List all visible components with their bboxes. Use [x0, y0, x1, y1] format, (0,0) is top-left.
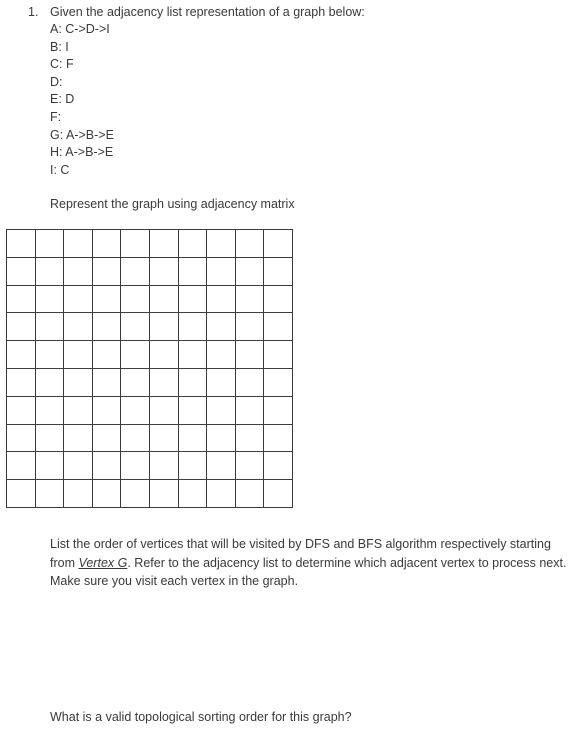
matrix-cell: [7, 341, 36, 369]
matrix-cell: [264, 424, 293, 452]
matrix-cell: [207, 257, 236, 285]
matrix-cell: [264, 341, 293, 369]
matrix-cell: [264, 230, 293, 258]
matrix-cell: [207, 285, 236, 313]
matrix-cell: [64, 396, 93, 424]
matrix-cell: [149, 396, 178, 424]
matrix-cell: [7, 285, 36, 313]
matrix-cell: [178, 313, 207, 341]
matrix-cell: [35, 341, 64, 369]
matrix-cell: [92, 230, 121, 258]
matrix-cell: [92, 480, 121, 508]
matrix-cell: [235, 230, 264, 258]
matrix-cell: [178, 341, 207, 369]
matrix-cell: [35, 480, 64, 508]
matrix-cell: [149, 257, 178, 285]
matrix-cell: [64, 285, 93, 313]
adjacency-list-entry: G: A->B->E: [50, 127, 114, 142]
adjacency-list-entry: H: A->B->E: [50, 145, 114, 160]
matrix-cell: [92, 313, 121, 341]
matrix-cell: [121, 230, 150, 258]
matrix-cell: [7, 480, 36, 508]
matrix-cell: [207, 230, 236, 258]
matrix-cell: [178, 285, 207, 313]
matrix-cell: [35, 313, 64, 341]
traversal-text-end: . Refer to the adjacency list to determine which adjacent vertex to process next. Make sure you visit each vertex in the graph.: [50, 555, 567, 588]
adjacency-list: [50, 21, 114, 179]
start-vertex-reference: Vertex G: [78, 555, 128, 570]
matrix-cell: [207, 368, 236, 396]
matrix-cell: [121, 452, 150, 480]
matrix-cell: [149, 480, 178, 508]
matrix-cell: [35, 424, 64, 452]
question-prompt: Given the adjacency list representation of a graph below:: [50, 5, 365, 19]
matrix-cell: [178, 480, 207, 508]
matrix-cell: [207, 424, 236, 452]
matrix-cell: [64, 341, 93, 369]
matrix-cell: [178, 396, 207, 424]
matrix-cell: [35, 285, 64, 313]
matrix-cell: [235, 257, 264, 285]
matrix-cell: [178, 257, 207, 285]
matrix-cell: [7, 257, 36, 285]
matrix-cell: [92, 396, 121, 424]
matrix-cell: [7, 396, 36, 424]
matrix-cell: [207, 452, 236, 480]
matrix-cell: [235, 313, 264, 341]
matrix-cell: [35, 230, 64, 258]
matrix-cell: [207, 396, 236, 424]
traversal-text-start: List the order of vertices that will be visited by DFS and BFS algorithm respectively starting from: [50, 537, 551, 570]
matrix-cell: [207, 341, 236, 369]
matrix-cell: [178, 368, 207, 396]
matrix-cell: [64, 313, 93, 341]
topological-sort-question: What is a valid topological sorting order for this graph?: [50, 710, 352, 724]
matrix-cell: [178, 452, 207, 480]
matrix-cell: [264, 313, 293, 341]
matrix-cell: [35, 257, 64, 285]
adjacency-list-entry: C: F: [50, 57, 74, 72]
matrix-cell: [64, 257, 93, 285]
matrix-row: [7, 257, 293, 285]
matrix-cell: [235, 396, 264, 424]
matrix-cell: [235, 341, 264, 369]
matrix-cell: [178, 424, 207, 452]
matrix-row: [7, 230, 293, 258]
matrix-cell: [264, 257, 293, 285]
matrix-cell: [207, 480, 236, 508]
matrix-cell: [64, 452, 93, 480]
matrix-cell: [235, 480, 264, 508]
matrix-cell: [264, 396, 293, 424]
matrix-cell: [92, 424, 121, 452]
matrix-instruction: Represent the graph using adjacency matrix: [50, 197, 295, 211]
matrix-cell: [7, 424, 36, 452]
adjacency-matrix-grid: [6, 229, 293, 508]
matrix-cell: [149, 285, 178, 313]
matrix-cell: [64, 424, 93, 452]
matrix-cell: [7, 368, 36, 396]
matrix-cell: [264, 480, 293, 508]
question-number: 1.: [28, 5, 39, 19]
matrix-cell: [235, 452, 264, 480]
matrix-row: [7, 480, 293, 508]
adjacency-list-entry: F:: [50, 109, 62, 124]
matrix-cell: [149, 341, 178, 369]
matrix-cell: [121, 257, 150, 285]
matrix-row: [7, 396, 293, 424]
matrix-row: [7, 313, 293, 341]
matrix-cell: [64, 368, 93, 396]
matrix-row: [7, 452, 293, 480]
matrix-cell: [35, 368, 64, 396]
matrix-cell: [235, 368, 264, 396]
matrix-cell: [264, 452, 293, 480]
matrix-cell: [92, 257, 121, 285]
matrix-cell: [149, 230, 178, 258]
matrix-cell: [235, 285, 264, 313]
matrix-cell: [121, 285, 150, 313]
matrix-cell: [7, 313, 36, 341]
matrix-cell: [207, 313, 236, 341]
matrix-row: [7, 341, 293, 369]
matrix-cell: [64, 480, 93, 508]
matrix-cell: [121, 480, 150, 508]
adjacency-list-entry: B: I: [50, 39, 69, 54]
traversal-question: [50, 535, 570, 591]
matrix-cell: [92, 452, 121, 480]
matrix-cell: [121, 424, 150, 452]
matrix-row: [7, 424, 293, 452]
matrix-row: [7, 285, 293, 313]
matrix-cell: [149, 452, 178, 480]
matrix-cell: [7, 452, 36, 480]
matrix-cell: [264, 368, 293, 396]
matrix-cell: [7, 230, 36, 258]
matrix-cell: [92, 285, 121, 313]
matrix-cell: [121, 313, 150, 341]
matrix-cell: [121, 341, 150, 369]
matrix-cell: [92, 341, 121, 369]
matrix-cell: [35, 452, 64, 480]
adjacency-list-entry: D:: [50, 74, 63, 89]
matrix-cell: [178, 230, 207, 258]
adjacency-list-entry: E: D: [50, 92, 75, 107]
matrix-cell: [64, 230, 93, 258]
adjacency-list-entry: A: C->D->I: [50, 22, 110, 36]
matrix-row: [7, 368, 293, 396]
matrix-cell: [149, 313, 178, 341]
matrix-cell: [264, 285, 293, 313]
matrix-cell: [92, 368, 121, 396]
matrix-cell: [121, 368, 150, 396]
matrix-cell: [235, 424, 264, 452]
matrix-cell: [121, 396, 150, 424]
matrix-cell: [149, 368, 178, 396]
adjacency-list-entry: I: C: [50, 162, 70, 177]
matrix-cell: [35, 396, 64, 424]
matrix-cell: [149, 424, 178, 452]
